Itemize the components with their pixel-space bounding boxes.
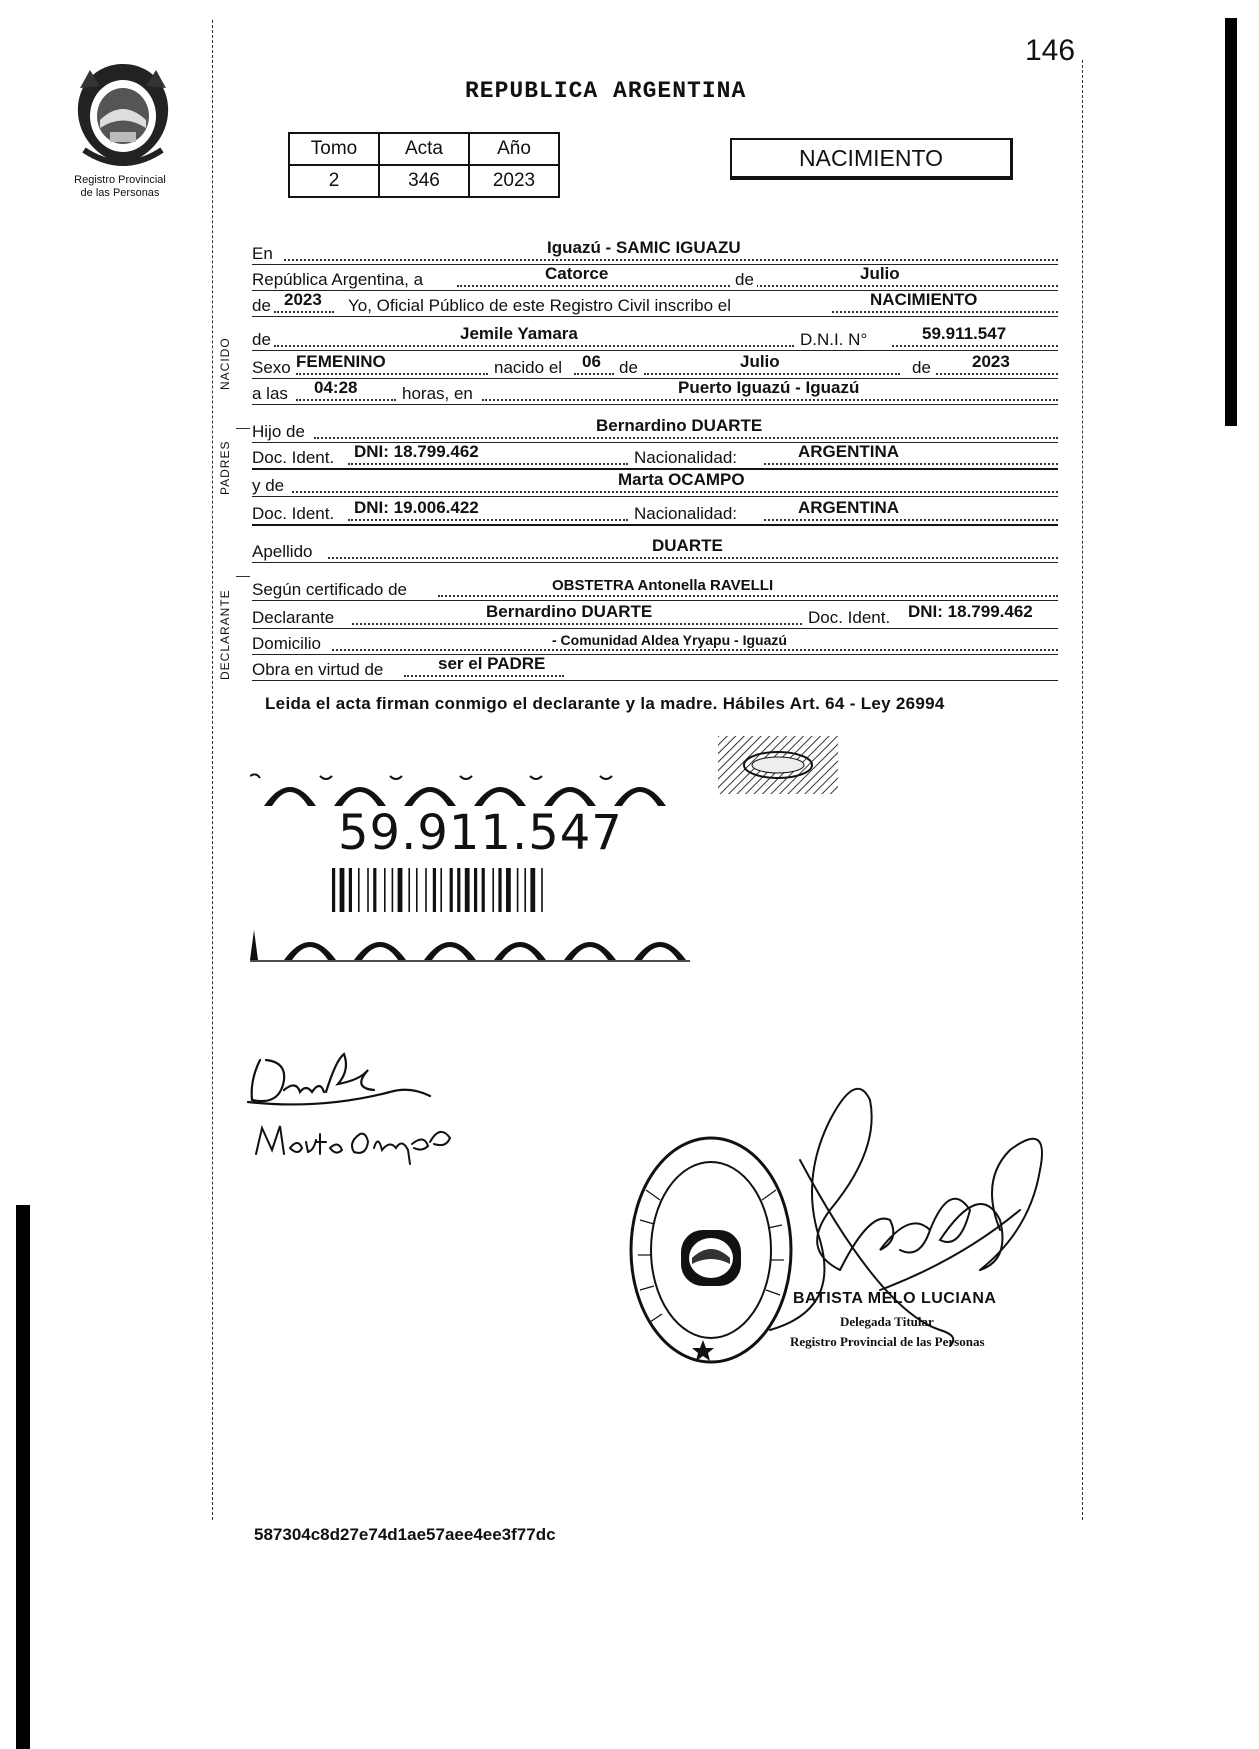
label-hijo-de: Hijo de (252, 422, 305, 441)
barcode-bar (398, 868, 403, 912)
left-margin-line (212, 20, 213, 1520)
value-sexo: FEMENINO (296, 352, 386, 371)
madre-signature (250, 1104, 470, 1170)
label-yo-oficial: Yo, Oficial Público de este Registro Civil inscribo el (348, 296, 731, 315)
field-row-certificado (252, 574, 1058, 601)
document-type-box: NACIMIENTO (730, 138, 1013, 180)
misiones-seal-icon (70, 58, 176, 170)
value-dia: Catorce (545, 264, 609, 283)
value-lugar: Iguazú - SAMIC IGUAZU (547, 238, 741, 257)
label-y-de: y de (252, 476, 285, 495)
value-madre-nac: ARGENTINA (798, 498, 900, 517)
label-declarante: Declarante (252, 608, 335, 627)
barcode-bar (433, 868, 436, 912)
official-role: Delegada Titular (840, 1314, 934, 1329)
field-row-sexo (252, 352, 1058, 379)
label-apellido: Apellido (252, 542, 313, 561)
barcode-bar (367, 868, 369, 912)
field-row-yo-oficial (252, 290, 1058, 317)
value-obra: ser el PADRE (438, 654, 546, 673)
registry-value-anio: 2023 (469, 165, 559, 197)
right-margin-line (1082, 60, 1083, 1520)
value-declarante-doc: DNI: 18.799.462 (908, 602, 1033, 621)
value-madre-doc: DNI: 19.006.422 (354, 498, 479, 517)
barcode-bar (425, 868, 427, 912)
dni-guilloche-bottom (250, 920, 690, 962)
label-nacido-el: nacido el (494, 358, 563, 377)
registry-header-anio: Año (469, 133, 559, 165)
label-nacido-de: de (252, 330, 271, 349)
dni-large-number: 59.911.547 (338, 805, 623, 861)
barcode-bar (332, 868, 335, 912)
security-hologram-icon (718, 736, 838, 794)
label-de-mes: de (619, 358, 638, 377)
barcode-bar (530, 868, 535, 912)
barcode-bar (416, 868, 418, 912)
barcode-bar (349, 868, 352, 912)
logo-caption-line2: de las Personas (80, 187, 160, 199)
barcode-bar (506, 868, 511, 912)
barcode-bar (541, 868, 543, 912)
field-row-apellido (252, 536, 1058, 563)
barcode-bar (392, 868, 394, 912)
field-row-padre-doc (252, 442, 1058, 470)
label-sexo: Sexo (252, 358, 291, 377)
field-row-obra (252, 654, 1058, 681)
registry-header-tomo: Tomo (289, 133, 379, 165)
section-separator-2 (236, 576, 250, 577)
barcode-bar (440, 868, 442, 912)
field-row-hora (252, 378, 1058, 405)
barcode-bar (524, 868, 526, 912)
section-label-padres: PADRES (218, 440, 232, 495)
official-organization: Registro Provincial de las Personas (790, 1334, 985, 1349)
value-anio-nac: 2023 (972, 352, 1010, 371)
label-doc-ident-2: Doc. Ident. (252, 504, 335, 523)
value-nombre: Jemile Yamara (460, 324, 578, 343)
barcode-bar (358, 868, 360, 912)
label-doc-ident-3: Doc. Ident. (808, 608, 891, 627)
value-lugar-nac: Puerto Iguazú - Iguazú (678, 378, 860, 397)
label-a-las: a las (252, 384, 288, 403)
section-separator (236, 428, 250, 429)
value-domicilio: - Comunidad Aldea Yryapu - Iguazú (552, 632, 787, 648)
barcode-bar (340, 868, 345, 912)
field-row-nombre (252, 324, 1058, 351)
logo-caption-line1: Registro Provincial (74, 174, 166, 186)
document-hash: 587304c8d27e74d1ae57aee4ee3f77dc (254, 1525, 556, 1544)
value-dia-nac: 06 (582, 352, 601, 371)
field-row-madre-doc (252, 498, 1058, 526)
value-madre: Marta OCAMPO (618, 470, 745, 489)
section-label-nacido: NACIDO (218, 337, 232, 390)
label-de: de (732, 270, 757, 290)
scan-edge-right (1225, 18, 1237, 426)
barcode-bar (450, 868, 453, 912)
value-dni: 59.911.547 (922, 324, 1007, 343)
closing-statement: Leida el acta firman conmigo el declarante y la madre. Hábiles Art. 64 - Ley 26994 (265, 694, 945, 713)
value-acto: NACIMIENTO (870, 290, 978, 309)
barcode-bar (498, 868, 501, 912)
barcode-bar (517, 868, 519, 912)
label-de-anio: de (912, 358, 931, 377)
value-mes-nac: Julio (740, 352, 780, 371)
barcode-bar (408, 868, 410, 912)
field-row-republica (252, 264, 1058, 291)
label-nacionalidad-2: Nacionalidad: (634, 504, 738, 523)
field-row-declarante (252, 602, 1058, 629)
label-en: En (252, 244, 273, 263)
barcode-bar (474, 868, 477, 912)
value-hora: 04:28 (314, 378, 358, 397)
scan-edge-left (16, 1205, 30, 1749)
value-padre-nac: ARGENTINA (798, 442, 900, 461)
value-mes: Julio (860, 264, 900, 283)
document-title: REPUBLICA ARGENTINA (465, 78, 747, 104)
page-number: 146 (1025, 34, 1076, 67)
label-horas-en: horas, en (402, 384, 473, 403)
section-label-declarante: DECLARANTE (218, 589, 232, 680)
label-dni: D.N.I. N° (800, 330, 868, 349)
field-row-domicilio (252, 628, 1058, 655)
barcode-bar (384, 868, 386, 912)
label-domicilio: Domicilio (252, 634, 321, 653)
value-declarante: Bernardino DUARTE (486, 602, 653, 621)
barcode-bar (492, 868, 494, 912)
value-certificado: OBSTETRA Antonella RAVELLI (552, 577, 774, 594)
label-doc-ident: Doc. Ident. (252, 448, 335, 467)
barcode-bar (373, 868, 376, 912)
dni-barcode (330, 868, 590, 912)
label-obra: Obra en virtud de (252, 660, 384, 679)
official-name: BATISTA MELO LUCIANA (793, 1290, 997, 1307)
registry-header-acta: Acta (379, 133, 469, 165)
registry-value-acta: 346 (379, 165, 469, 197)
barcode-bar (482, 868, 485, 912)
field-row-madre (252, 470, 1058, 497)
value-apellido: DUARTE (652, 536, 723, 555)
value-padre: Bernardino DUARTE (596, 416, 763, 435)
dni-guilloche-top (250, 768, 690, 810)
label-de-year: de (252, 296, 271, 315)
barcode-bar (457, 868, 460, 912)
registry-value-tomo: 2 (289, 165, 379, 197)
value-padre-doc: DNI: 18.799.462 (354, 442, 479, 461)
value-anio: 2023 (284, 290, 322, 309)
label-segun: Según certificado de (252, 580, 407, 599)
label-nacionalidad: Nacionalidad: (634, 448, 738, 467)
field-row-en (252, 238, 1058, 265)
barcode-bar (465, 868, 470, 912)
field-row-padre (252, 416, 1058, 443)
label-republica: República Argentina, a (252, 270, 424, 289)
registry-table (288, 132, 560, 198)
